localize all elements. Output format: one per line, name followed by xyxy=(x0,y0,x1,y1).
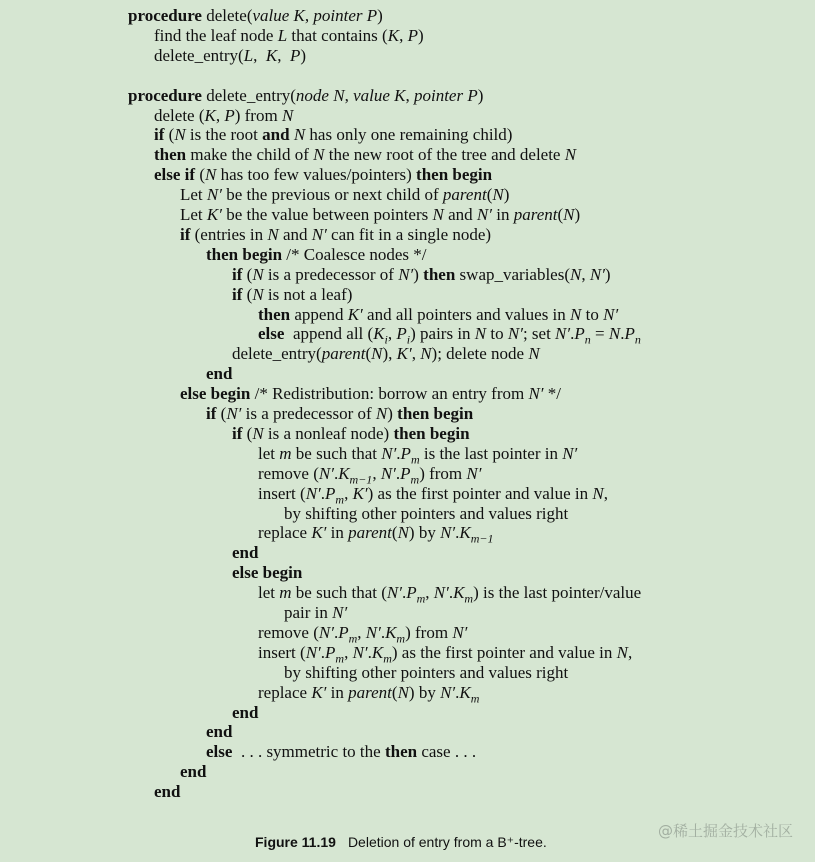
code-text: remove ( xyxy=(258,622,319,642)
code-text: . xyxy=(333,622,339,642)
code-text: and all pointers and values in xyxy=(362,304,571,324)
math-symbol: m−1 xyxy=(349,472,373,487)
code-text: be such that ( xyxy=(291,583,387,603)
math-symbol: N′ xyxy=(562,443,578,463)
math-symbol: m xyxy=(279,583,292,603)
math-symbol: N xyxy=(252,423,264,443)
keyword: then xyxy=(384,742,418,762)
code-text: ) xyxy=(300,45,307,65)
code-text: ( xyxy=(486,185,493,205)
code-text: ) xyxy=(417,25,424,45)
code-text: . xyxy=(570,324,575,344)
math-symbol: N′ xyxy=(332,603,348,622)
code-text: */ xyxy=(543,384,561,404)
code-text: , xyxy=(399,25,408,45)
math-symbol: m xyxy=(470,690,480,705)
math-symbol: K′ xyxy=(311,682,327,702)
math-symbol: N xyxy=(608,324,621,344)
math-symbol: N′ xyxy=(507,324,523,344)
code-text: is a predecessor of xyxy=(241,404,376,423)
code-text: ) from xyxy=(419,463,467,483)
math-symbol: N′ xyxy=(226,404,242,423)
code-line xyxy=(258,523,494,548)
math-symbol: m xyxy=(410,452,420,467)
keyword: procedure xyxy=(128,85,202,105)
code-text: ) xyxy=(377,6,383,25)
math-symbol: m xyxy=(396,631,406,646)
code-text: swap_variables( xyxy=(455,264,571,284)
math-symbol: m xyxy=(464,591,474,606)
code-text: . xyxy=(620,324,625,344)
code-text: . xyxy=(333,463,339,483)
code-text: can fit in a single node) xyxy=(326,224,492,244)
math-symbol: N′ xyxy=(365,622,381,642)
code-text: delete ( xyxy=(154,105,205,125)
keyword: else if xyxy=(154,165,196,185)
code-text: , xyxy=(581,264,590,284)
code-line xyxy=(154,782,180,802)
math-symbol: i xyxy=(406,332,411,347)
math-symbol: pointer P xyxy=(313,6,378,25)
math-symbol: N′ xyxy=(440,682,456,702)
math-symbol: K′ xyxy=(396,344,412,364)
code-text: . xyxy=(395,463,401,483)
math-symbol: parent xyxy=(442,185,487,205)
code-text: , xyxy=(344,483,353,503)
figure-caption-text: Deletion of entry from a B⁺-tree. xyxy=(347,834,547,850)
math-symbol: N′ xyxy=(466,463,482,483)
code-text: is a nonleaf node) xyxy=(263,423,394,443)
code-text: ) as the first pointer and value in xyxy=(391,642,617,662)
math-symbol: N xyxy=(397,523,409,543)
math-symbol: L xyxy=(277,25,288,45)
code-line xyxy=(180,185,509,205)
code-text: delete_entry( xyxy=(154,45,244,65)
keyword: end xyxy=(180,762,207,782)
keyword: end xyxy=(206,364,233,384)
math-symbol: P xyxy=(574,324,585,344)
code-text: . xyxy=(448,583,454,603)
math-symbol: N′ xyxy=(380,463,396,483)
keyword: and xyxy=(262,125,290,145)
math-symbol: N xyxy=(570,264,582,284)
code-text: ( xyxy=(242,284,253,304)
keyword: if xyxy=(232,264,243,284)
keyword: else xyxy=(206,742,233,762)
code-text: , xyxy=(344,85,354,105)
math-symbol: m xyxy=(383,651,392,666)
code-text: ) xyxy=(604,264,611,284)
code-line xyxy=(180,762,206,782)
code-text: is the last pointer in xyxy=(419,443,563,463)
code-text: . xyxy=(401,583,407,603)
figure-number: Figure 11.19 xyxy=(255,834,336,850)
code-text: be the previous or next child of xyxy=(221,185,443,205)
code-text: to xyxy=(581,304,604,324)
code-text: ( xyxy=(242,264,253,284)
math-symbol: N xyxy=(474,324,487,344)
math-symbol: N xyxy=(281,105,294,125)
watermark: @稀土掘金技术社区 xyxy=(657,822,793,840)
code-text: has too few values/pointers) xyxy=(216,165,417,185)
math-symbol: n xyxy=(584,332,591,347)
math-symbol: P xyxy=(624,324,635,344)
math-symbol: N xyxy=(397,682,409,702)
code-text: . xyxy=(455,682,460,702)
math-symbol: N′ xyxy=(206,185,222,205)
math-symbol: N′ xyxy=(589,264,605,284)
keyword: if xyxy=(206,404,217,423)
code-text: is not a leaf) xyxy=(263,284,353,304)
code-text: ) xyxy=(413,264,424,284)
code-text: ) as the first pointer and value in xyxy=(367,483,593,503)
math-symbol: value K xyxy=(353,85,406,105)
code-line xyxy=(154,46,306,66)
code-line xyxy=(232,344,540,364)
keyword: if xyxy=(180,224,191,244)
code-text: Let xyxy=(180,185,207,205)
keyword: if xyxy=(232,284,243,304)
code-text: ( xyxy=(216,404,227,423)
code-text: append xyxy=(290,304,348,324)
math-symbol: N′ xyxy=(381,443,397,463)
code-line xyxy=(180,384,561,404)
code-text: , xyxy=(405,85,414,105)
code-line xyxy=(258,305,618,325)
math-symbol: K xyxy=(387,25,400,45)
math-symbol: N′ xyxy=(352,642,368,662)
math-symbol: parent xyxy=(513,205,558,224)
math-symbol: N xyxy=(528,344,540,364)
math-symbol: P xyxy=(224,105,235,125)
math-symbol: P xyxy=(290,45,301,65)
code-text: ( xyxy=(164,125,175,145)
code-text: ); delete node xyxy=(431,344,529,364)
code-text: replace xyxy=(258,682,312,702)
code-text: be the value between pointers xyxy=(221,205,433,224)
math-symbol: N xyxy=(432,205,444,224)
keyword: then xyxy=(423,264,456,284)
math-symbol: value K xyxy=(252,6,305,25)
code-text: , xyxy=(372,463,381,483)
code-text: by shifting other pointers and values right xyxy=(284,662,569,682)
math-symbol: node N xyxy=(295,85,345,105)
code-text: delete( xyxy=(201,6,253,25)
math-symbol: K′ xyxy=(206,205,222,224)
code-text: ) by xyxy=(408,523,441,543)
code-text: ), xyxy=(382,344,397,364)
code-text: ) pairs in xyxy=(410,324,475,344)
code-text: pair in xyxy=(284,603,333,622)
math-symbol: m xyxy=(335,491,345,506)
code-line xyxy=(232,703,258,723)
math-symbol: N xyxy=(252,264,264,284)
math-symbol: N′ xyxy=(305,642,321,662)
keyword: end xyxy=(206,722,233,742)
math-symbol: N xyxy=(592,483,604,503)
code-text: /* Redistribution: borrow an entry from xyxy=(250,384,529,404)
math-symbol: N xyxy=(375,404,388,423)
code-line xyxy=(232,285,352,305)
code-text: (entries in xyxy=(190,224,268,244)
code-line xyxy=(154,26,424,46)
code-text: ( xyxy=(195,165,205,185)
keyword: then xyxy=(258,304,291,324)
code-text: . xyxy=(367,642,372,662)
code-line xyxy=(128,86,483,106)
code-text: append all ( xyxy=(284,324,374,344)
math-symbol: N xyxy=(563,205,575,224)
keyword: end xyxy=(154,782,181,802)
code-text: ) xyxy=(503,185,510,205)
code-line xyxy=(284,663,568,683)
code-text: ) xyxy=(574,205,581,224)
code-text: is a predecessor of xyxy=(263,264,399,284)
math-symbol: K′ xyxy=(352,483,368,503)
math-symbol: m xyxy=(410,472,420,487)
math-symbol: m−1 xyxy=(470,531,494,546)
math-symbol: K xyxy=(459,682,471,702)
code-text: . xyxy=(396,443,401,463)
code-text: is the root xyxy=(185,125,263,145)
code-text: ) from xyxy=(405,622,453,642)
math-symbol: N′ xyxy=(318,463,334,483)
code-line xyxy=(206,245,427,265)
code-text: remove ( xyxy=(258,463,319,483)
math-symbol: N xyxy=(313,145,325,165)
math-symbol: m xyxy=(348,631,358,646)
math-symbol: N xyxy=(371,344,383,364)
code-text: . xyxy=(320,483,325,503)
math-symbol: N xyxy=(420,344,432,364)
math-symbol: K′ xyxy=(311,523,327,543)
code-text: , xyxy=(344,642,353,662)
code-line xyxy=(154,145,576,165)
code-text: let xyxy=(258,443,280,463)
code-text: be such that xyxy=(291,443,382,463)
code-text: ( xyxy=(242,423,253,443)
math-symbol: N′ xyxy=(386,583,402,603)
code-text: , xyxy=(627,642,633,662)
math-symbol: N′ xyxy=(440,523,456,543)
code-text: /* Coalesce nodes */ xyxy=(282,244,427,264)
code-line xyxy=(206,722,232,742)
code-text: by shifting other pointers and values right xyxy=(284,503,569,523)
code-line xyxy=(232,563,302,583)
code-line xyxy=(284,603,347,623)
math-symbol: N′ xyxy=(528,384,544,404)
math-symbol: P xyxy=(406,583,417,603)
code-text: let xyxy=(258,583,280,603)
keyword: else xyxy=(258,324,285,344)
math-symbol: P xyxy=(325,642,336,662)
math-symbol: L xyxy=(243,45,254,65)
math-symbol: N xyxy=(492,185,504,205)
code-text: , xyxy=(425,583,434,603)
code-text: . xyxy=(320,642,325,662)
code-text: , xyxy=(603,483,608,503)
code-text: , xyxy=(357,622,366,642)
code-text: in xyxy=(326,523,349,543)
keyword: end xyxy=(232,543,259,563)
math-symbol: m xyxy=(416,591,426,606)
code-text: ( xyxy=(365,344,372,364)
code-text: . xyxy=(380,622,386,642)
math-symbol: parent xyxy=(321,344,366,364)
code-text: . xyxy=(455,523,460,543)
math-symbol: K xyxy=(385,622,397,642)
keyword: if xyxy=(154,125,165,145)
code-text: ) is the last pointer/value xyxy=(473,583,642,603)
keyword: end xyxy=(232,702,259,722)
keyword: then begin xyxy=(206,244,283,264)
math-symbol: i xyxy=(384,332,388,347)
math-symbol: K′ xyxy=(347,304,363,324)
code-text: the new root of the tree and delete xyxy=(324,145,565,165)
keyword: procedure xyxy=(128,6,202,25)
math-symbol: K xyxy=(371,642,384,662)
code-line xyxy=(258,683,479,708)
math-symbol: K xyxy=(204,105,216,125)
math-symbol: N′ xyxy=(603,304,619,324)
code-text: that contains ( xyxy=(287,25,388,45)
code-text: and xyxy=(443,205,477,224)
math-symbol: P xyxy=(396,324,407,344)
code-text: find the leaf node xyxy=(154,25,278,45)
keyword: then xyxy=(154,145,187,165)
math-symbol: N xyxy=(252,284,264,304)
math-symbol: N′ xyxy=(452,622,468,642)
figure-caption xyxy=(255,834,547,851)
math-symbol: pointer P xyxy=(413,85,478,105)
code-text: ) by xyxy=(408,682,441,702)
keyword: else begin xyxy=(232,563,303,583)
code-text: and xyxy=(278,224,312,244)
code-text: ( xyxy=(391,523,398,543)
math-symbol: N′ xyxy=(476,205,492,224)
keyword: then begin xyxy=(416,165,493,185)
math-symbol: N xyxy=(616,642,628,662)
code-text: , xyxy=(411,344,421,364)
math-symbol: K xyxy=(373,324,385,344)
math-symbol: K xyxy=(265,45,278,65)
code-text: to xyxy=(486,324,508,344)
code-text: Let xyxy=(180,205,207,224)
code-text: , xyxy=(387,324,397,344)
code-text: delete_entry( xyxy=(201,85,296,105)
code-line xyxy=(180,225,491,245)
code-text: ( xyxy=(391,682,398,702)
math-symbol: m xyxy=(335,651,345,666)
code-line xyxy=(232,424,470,444)
code-text: , xyxy=(277,45,290,65)
math-symbol: P xyxy=(407,25,418,45)
math-symbol: K xyxy=(453,583,465,603)
keyword: then begin xyxy=(393,423,470,443)
code-text: , xyxy=(215,105,225,125)
code-text: ) from xyxy=(234,105,282,125)
math-symbol: N xyxy=(267,224,279,244)
code-text: ) xyxy=(477,85,484,105)
keyword: else begin xyxy=(180,384,251,404)
code-text: . . . symmetric to the xyxy=(232,742,385,762)
math-symbol: m xyxy=(279,443,292,463)
math-symbol: N xyxy=(570,304,582,324)
math-symbol: N′ xyxy=(555,324,571,344)
code-text: , xyxy=(253,45,266,65)
math-symbol: N xyxy=(564,145,577,165)
math-symbol: parent xyxy=(348,523,392,543)
code-line xyxy=(154,106,293,126)
math-symbol: N′ xyxy=(398,264,414,284)
code-text: ) xyxy=(387,404,398,423)
math-symbol: N xyxy=(205,165,217,185)
code-text: delete_entry( xyxy=(232,344,322,364)
keyword: then begin xyxy=(397,404,474,423)
code-text: case . . . xyxy=(417,742,477,762)
code-text: insert ( xyxy=(258,483,306,503)
code-line xyxy=(232,265,611,285)
math-symbol: P xyxy=(400,443,411,463)
math-symbol: parent xyxy=(348,682,392,702)
math-symbol: N′ xyxy=(311,224,327,244)
math-symbol: N′ xyxy=(433,583,449,603)
math-symbol: P xyxy=(325,483,336,503)
code-line xyxy=(128,6,383,26)
code-line xyxy=(154,165,492,185)
math-symbol: K xyxy=(338,463,350,483)
code-text: ; set xyxy=(522,324,556,344)
code-text: insert ( xyxy=(258,642,306,662)
keyword: if xyxy=(232,423,243,443)
code-text: = xyxy=(590,324,609,344)
code-text: , xyxy=(304,6,314,25)
code-line xyxy=(284,504,568,524)
math-symbol: n xyxy=(634,332,641,347)
math-symbol: N′ xyxy=(305,483,321,503)
code-line xyxy=(206,742,476,762)
code-line xyxy=(206,404,473,424)
math-symbol: P xyxy=(400,463,411,483)
math-symbol: N xyxy=(293,125,306,145)
code-line xyxy=(180,205,580,225)
math-symbol: N′ xyxy=(318,622,334,642)
math-symbol: K xyxy=(459,523,471,543)
code-line xyxy=(154,125,512,145)
math-symbol: N xyxy=(174,125,186,145)
code-text: ( xyxy=(557,205,564,224)
code-text: replace xyxy=(258,523,312,543)
code-text: make the child of xyxy=(186,145,314,165)
code-text: has only one remaining child) xyxy=(305,125,513,145)
code-line xyxy=(232,543,258,563)
code-text: in xyxy=(326,682,349,702)
code-line xyxy=(206,364,232,384)
code-text: in xyxy=(491,205,514,224)
math-symbol: P xyxy=(338,622,349,642)
